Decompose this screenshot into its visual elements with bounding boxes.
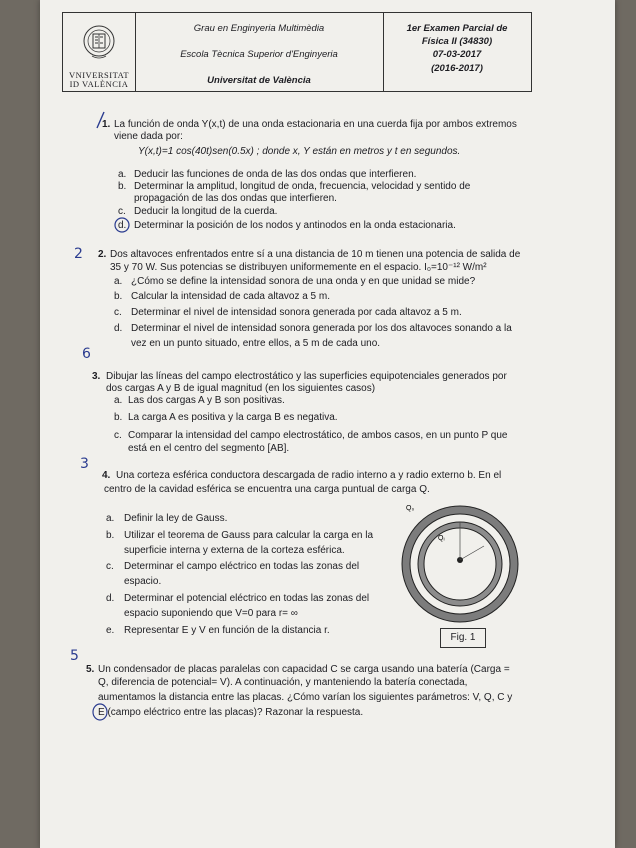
q3-item-c: Comparar la intensidad del campo electrostático, de ambos casos, en un punto P que	[128, 430, 508, 441]
q1-item-b-cont: propagación de las dos ondas que interfieren.	[134, 193, 337, 204]
label-q-outer: Q₀	[406, 505, 415, 512]
q1-item-d: Determinar la posición de los nodos y antinodos en la onda estacionaria.	[134, 220, 456, 231]
q4-item-a: Definir la ley de Gauss.	[124, 513, 228, 524]
q1-number: 1.	[102, 119, 111, 130]
q2-item-b-letter: b.	[114, 291, 123, 302]
q5-line3: aumentamos la distancia entre las placas. ¿Cómo varían los siguientes parámetros: V, Q, C y	[98, 692, 513, 703]
q5-line2: Q, diferencia de potencial= V). A continuación, y manteniendo la batería conectada,	[98, 677, 468, 688]
q5-number: 5.	[86, 664, 95, 675]
header-logo-cell	[63, 13, 136, 91]
q5-line1: Un condensador de placas paralelas con capacidad C se carga usando una batería (Carga =	[98, 664, 510, 675]
university-name-line2: ID VALÈNCIA	[69, 79, 129, 89]
exam-subject: Física II (34830)	[421, 36, 493, 47]
q4-item-e-letter: e.	[106, 625, 115, 636]
q3-item-c-cont: está en el centro del segmento [AB].	[128, 443, 290, 454]
q4-item-b: Utilizar el teorema de Gauss para calcular la carga en la	[124, 530, 374, 541]
q4-item-b-letter: b.	[106, 530, 115, 541]
q4-item-d-letter: d.	[106, 593, 115, 604]
q4-item-c-letter: c.	[106, 561, 114, 572]
exam-header	[62, 12, 532, 92]
q2-item-d-letter: d.	[114, 323, 123, 334]
q1-item-b: Determinar la amplitud, longitud de onda, frecuencia, velocidad y sentido de	[134, 181, 471, 192]
q2-item-c: Determinar el nivel de intensidad sonora generada por cada altavoz a 5 m.	[131, 307, 462, 318]
header-school-cell	[135, 13, 384, 91]
handwritten-mark-1: 2	[74, 246, 83, 262]
q2-item-b: Calcular la intensidad de cada altavoz a 5 m.	[131, 291, 331, 302]
q4-item-e: Representar E y V en función de la distancia r.	[124, 625, 330, 636]
q2-item-d: Determinar el nivel de intensidad sonora generada por los dos altavoces sonando a la	[131, 323, 512, 334]
q2-item-a-letter: a.	[114, 276, 123, 287]
handwritten-circle-e-icon	[90, 700, 110, 722]
q4-item-c-cont: espacio.	[124, 576, 162, 587]
q3-number: 3.	[92, 371, 101, 382]
q5-line4: E (campo eléctrico entre las placas)? Razonar la respuesta.	[98, 707, 364, 718]
q2-intro-line2: 35 y 70 W. Sus potencias se distribuyen uniformemente en el espacio. I₀=10⁻¹² W/m²	[110, 262, 487, 273]
exam-title: 1er Examen Parcial de	[406, 23, 508, 34]
q1-intro-line2: viene dada por:	[114, 131, 183, 142]
exam-year: (2016-2017)	[431, 63, 483, 74]
q4-item-c: Determinar el campo eléctrico en todas las zonas del	[124, 561, 360, 572]
university-name-line1: VNIVERSITAT	[68, 70, 130, 80]
degree-name: Grau en Enginyeria Multimèdia	[193, 23, 325, 34]
exam-date: 07-03-2017	[432, 49, 482, 60]
q3-item-b: La carga A es positiva y la carga B es negativa.	[128, 412, 338, 423]
figure-label: Fig. 1	[440, 628, 486, 648]
q1-formula: Y(x,t)=1 cos(40t)sen(0.5x) ; donde x, Y están en metros y t en segundos.	[138, 146, 461, 157]
handwritten-check-icon	[94, 110, 114, 130]
q3-intro-line2: dos cargas A y B de igual magnitud (en los siguientes casos)	[106, 383, 376, 394]
q4-number: 4.	[102, 470, 111, 481]
q2-item-d-cont: vez en un punto situado, entre ellos, a 5 m de cada uno.	[131, 338, 381, 349]
school-name: Escola Tècnica Superior d'Enginyeria	[180, 49, 338, 60]
q3-intro-line1: Dibujar las líneas del campo electrostático y las superficies equipotenciales generados por	[106, 371, 507, 382]
q1-item-a-letter: a.	[118, 169, 127, 180]
q4-item-a-letter: a.	[106, 513, 115, 524]
q1-intro-line1: La función de onda Y(x,t) de una onda estacionaria en una cuerda fija por ambos extremos	[114, 119, 517, 130]
q4-intro-line2: centro de la cavidad esférica se encuentra una carga puntual de carga Q.	[104, 484, 430, 495]
q3-item-c-letter: c.	[114, 430, 122, 441]
q1-item-c-letter: c.	[118, 206, 126, 217]
q4-intro-line1: Una corteza esférica conductora descargada de radio interno a y radio externo b. En el	[116, 470, 502, 481]
handwritten-mark-4: 5	[70, 648, 79, 664]
q4-item-d: Determinar el potencial eléctrico en todas las zonas del	[124, 593, 370, 604]
handwritten-circle-icon	[112, 215, 132, 235]
q2-number: 2.	[98, 249, 107, 260]
q4-item-b-cont: superficie interna y externa de la corteza esférica.	[124, 545, 345, 556]
q2-intro-line1: Dos altavoces enfrentados entre sí a una distancia de 10 m tienen una potencia de salida de	[110, 249, 521, 260]
q2-item-c-letter: c.	[114, 307, 122, 318]
q1-item-d-letter: d.	[118, 220, 127, 231]
q3-item-a: Las dos cargas A y B son positivas.	[128, 395, 285, 406]
header-exam-cell	[383, 13, 531, 91]
university-seal-icon	[83, 23, 115, 63]
handwritten-mark-2: 6	[82, 346, 91, 362]
q4-item-d-cont: espacio suponiendo que V=0 para r= ∞	[124, 608, 298, 619]
q1-item-a: Deducir las funciones de onda de las dos ondas que interfieren.	[134, 169, 417, 180]
spherical-shell-figure	[398, 502, 522, 624]
q3-item-b-letter: b.	[114, 412, 123, 423]
university-label: Universitat de València	[207, 75, 311, 86]
q1-item-c: Deducir la longitud de la cuerda.	[134, 206, 278, 217]
q2-item-a: ¿Cómo se define la intensidad sonora de una onda y en que unidad se mide?	[131, 276, 476, 287]
q1-item-b-letter: b.	[118, 181, 127, 192]
label-q-inner: Qᵢ	[438, 535, 445, 542]
q3-item-a-letter: a.	[114, 395, 123, 406]
handwritten-mark-3: 3	[80, 456, 89, 472]
